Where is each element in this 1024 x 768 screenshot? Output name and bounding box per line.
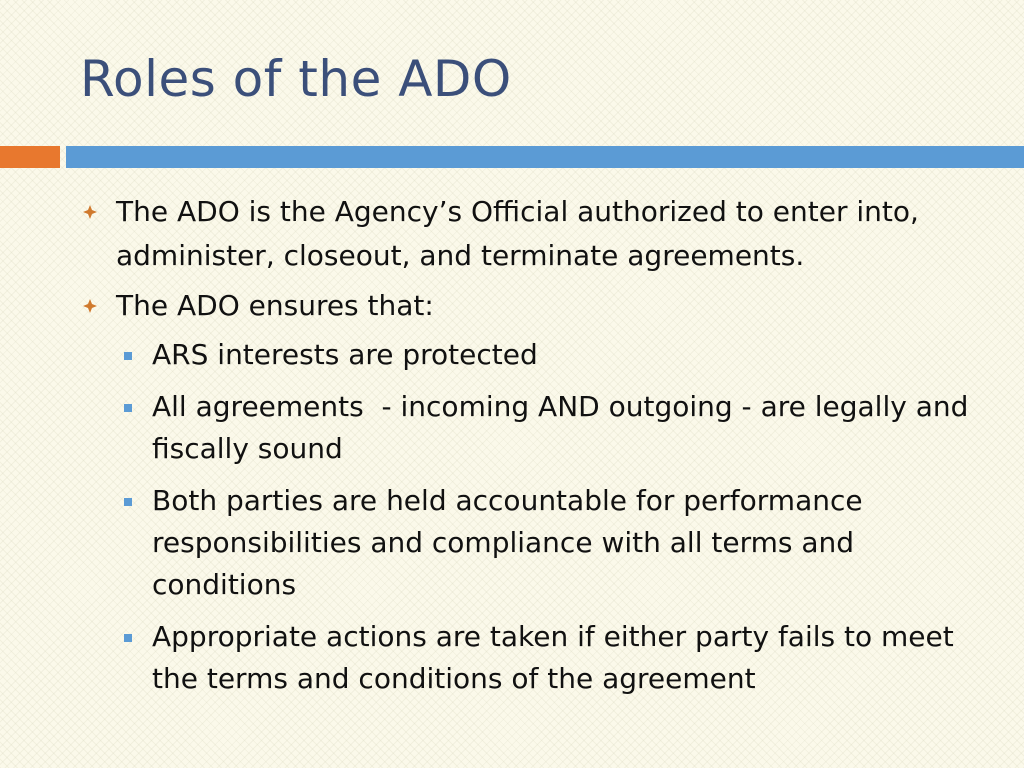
sub-bullet-text: Both parties are held accountable for performance responsibilities and compliance with all terms and conditions — [152, 484, 863, 601]
bullet-item — [80, 190, 980, 278]
square-bullet-icon — [124, 404, 132, 412]
accent-bar — [0, 146, 60, 168]
sub-bullet-item — [80, 616, 980, 700]
sub-bullet-text: ARS interests are protected — [152, 338, 538, 371]
sub-bullet-item — [80, 480, 980, 606]
diamond-bullet-icon — [82, 298, 98, 314]
square-bullet-icon — [124, 498, 132, 506]
sub-bullet-item — [80, 386, 980, 470]
bullet-text: The ADO is the Agency’s Official authorized to enter into, administer, closeout, and terminate agreements. — [116, 195, 919, 272]
bullet-item — [80, 284, 980, 328]
sub-bullet-text: Appropriate actions are taken if either party fails to meet the terms and conditions of the agreement — [152, 620, 954, 695]
square-bullet-icon — [124, 634, 132, 642]
slide-body — [80, 190, 980, 710]
sub-bullet-text: All agreements - incoming AND outgoing - are legally and fiscally sound — [152, 390, 978, 465]
square-bullet-icon — [124, 352, 132, 360]
bullet-text: The ADO ensures that: — [116, 289, 434, 322]
sub-bullet-item — [80, 334, 980, 376]
slide-title: Roles of the ADO — [80, 50, 512, 108]
diamond-bullet-icon — [82, 204, 98, 220]
title-divider-bar — [66, 146, 1024, 168]
